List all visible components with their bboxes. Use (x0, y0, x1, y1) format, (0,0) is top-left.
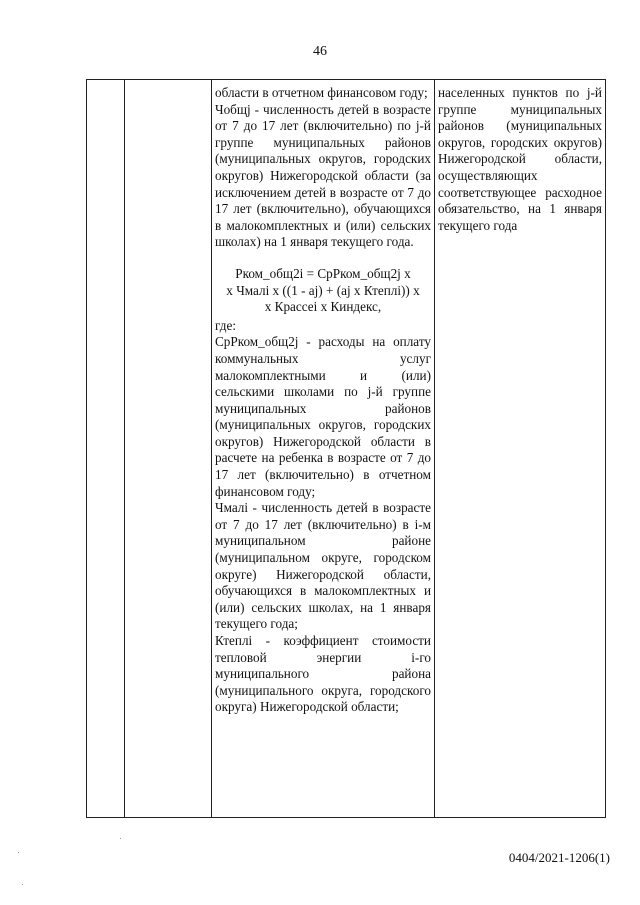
document-table (86, 79, 606, 818)
where-label: где: (215, 317, 236, 333)
paragraph-srrkom: СрРком_общ2j - расходы на оплату коммунальных услуг малокомплектными и (или) сельскими школами по j-й группе муниципальных районов (муниципальных округов, городских округов) Нижегородской области в расчете на ребенка в возрасте от 7 до 17 лет (включительно) в отчетном финансовом году; (215, 334, 431, 499)
table-cell-col4 (435, 80, 606, 818)
formula-line-2: x Чмалi x ((1 - aj) + (aj x Ктеплi)) x (226, 282, 420, 298)
formula-line-1: Рком_общ2i = СрРком_общ2j x (235, 265, 411, 281)
paragraph-prev-year: области в отчетном финансовом году; (215, 85, 428, 100)
paragraph-chmali: Чмалi - численность детей в возрасте от 7 до 17 лет (включительно) в i-м муниципальном районе (муниципальном округе, городском округе) Нижегородской области, обучающихся в малокомплектных и (или) сельских школах, на 1 января текущего года; (215, 500, 431, 632)
formula-rkom-obsh2i (212, 266, 434, 316)
table-cell-col1 (87, 80, 125, 818)
formula-line-3: x Крассеi x Киндекс, (264, 299, 382, 315)
scan-speck (120, 838, 121, 839)
paragraph-settlements: населенных пунктов по j-й группе муниципальных районов (муниципальных округов, городских округов) Нижегородской области, осуществляющих соответствующее расходное обязательство, на 1 января текущего года (438, 85, 602, 233)
scan-speck (18, 852, 19, 853)
paragraph-kteplі: Ктеплi - коэффициент стоимости тепловой энергии i-го муниципального района (муниципального округа, городского округа) Нижегородской области; (215, 633, 431, 715)
document-code: 0404/2021-1206(1) (508, 850, 610, 865)
scan-speck (22, 884, 23, 885)
table-cell-col2 (125, 80, 212, 818)
table-cell-col3 (212, 80, 435, 818)
paragraph-chobshj: Чобщj - численность детей в возрасте от 7 до 17 лет (включительно) по j-й группе муниципальных районов (муниципальных округов, городских округов) Нижегородской области (за исключением детей в возрасте от 7 до 17 лет (включительно), обучающихся в малокомплектных и (или) сельских школах) на 1 января текущего года. (215, 101, 431, 250)
page-number: 46 (313, 44, 327, 59)
table-row (87, 80, 606, 818)
